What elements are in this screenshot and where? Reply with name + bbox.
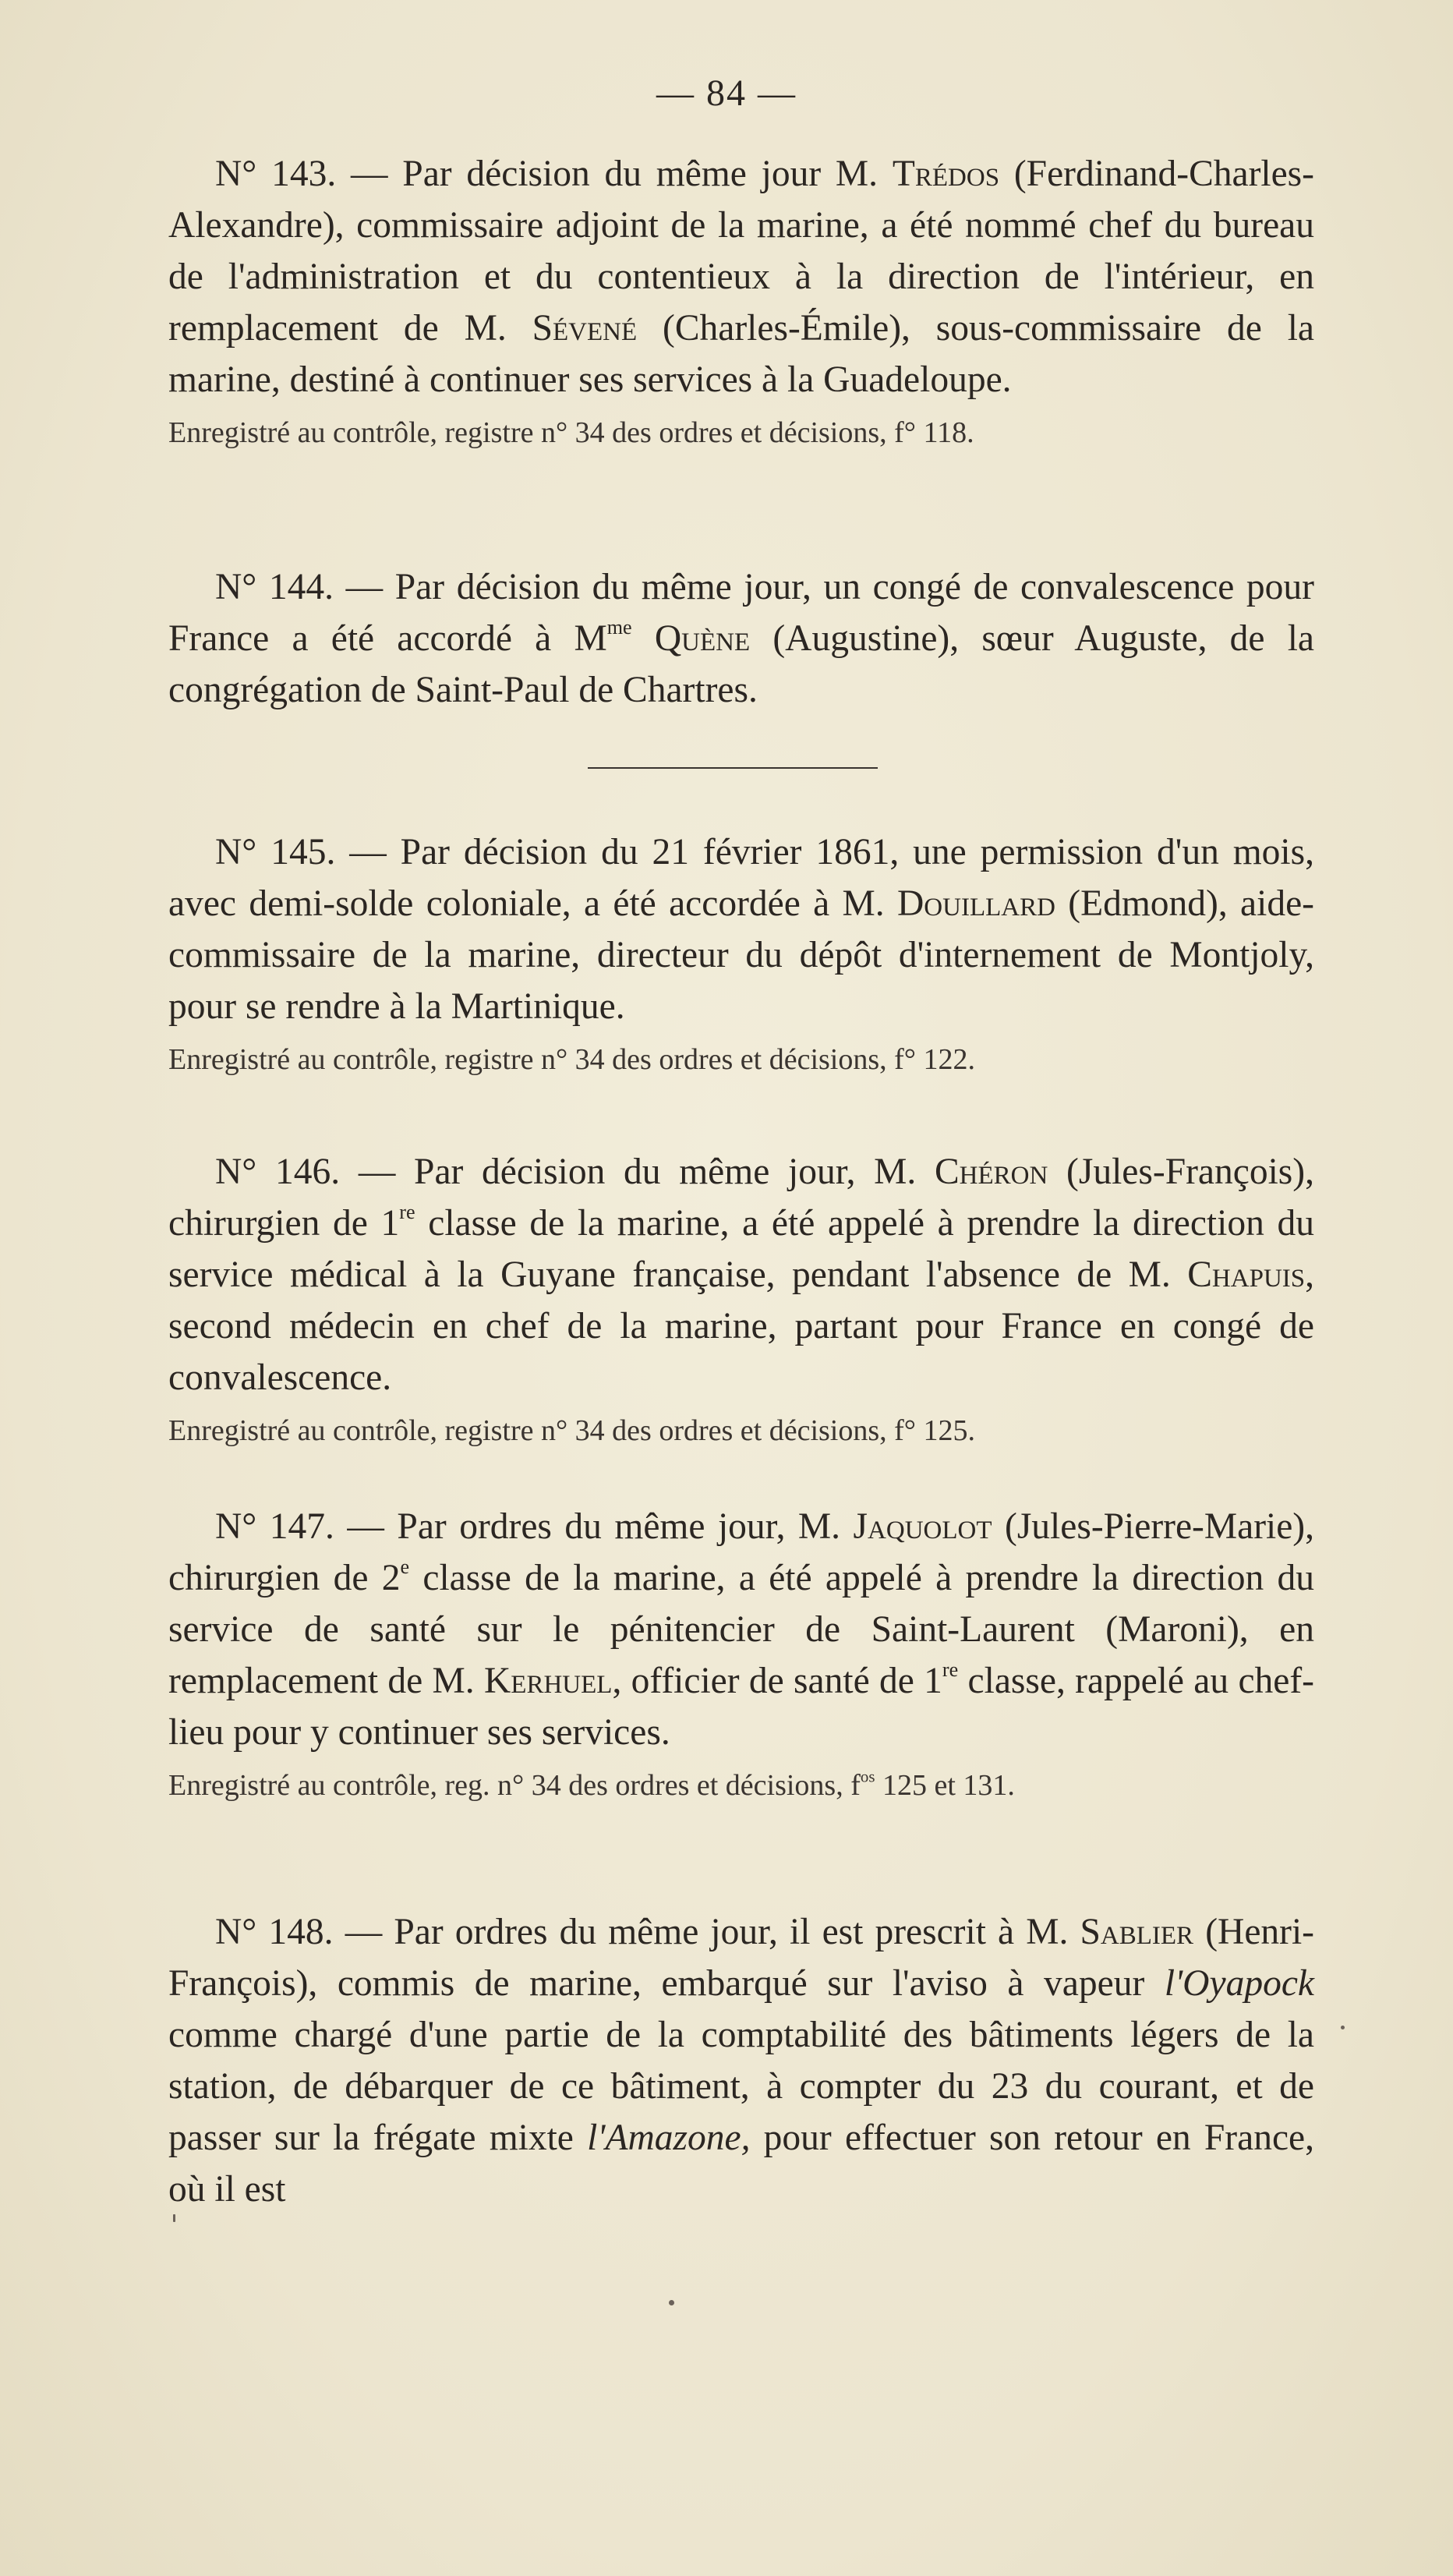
ship-name: l'Amazone, bbox=[587, 2118, 751, 2158]
entry-number: N° 145. bbox=[215, 832, 336, 872]
person-name: Chéron bbox=[935, 1152, 1048, 1192]
entry-143-text: N° 143. — Par décision du même jour M. Trédos (Ferdinand-Charles-Alexandre), commissaire adjoint de la marine, a été nommé chef du bureau de l'administration et du contentieux à la direction de l'intérieur, en remplacement de M. Sévené (Charles-Émile), sous-commissaire de la marine, destiné à continuer ses services à la Guadeloupe. bbox=[168, 154, 1314, 400]
person-name: Douillard bbox=[896, 883, 1055, 924]
person-name: Quène bbox=[654, 618, 751, 659]
registration-note: Enregistré au contrôle, registre n° 34 des ordres et décisions, f° 118. bbox=[168, 416, 974, 449]
ink-speck bbox=[173, 2214, 175, 2222]
person-name: Sablier bbox=[1080, 1912, 1194, 1952]
entry-number: N° 143. bbox=[215, 154, 337, 194]
registration-note: Enregistré au contrôle, registre n° 34 des ordres et décisions, f° 122. bbox=[168, 1043, 975, 1076]
entry-146 bbox=[168, 1146, 1314, 1450]
entry-148 bbox=[168, 1906, 1314, 2215]
ship-name: l'Oyapock bbox=[1164, 1963, 1314, 2004]
entry-145-text: N° 145. — Par décision du 21 février 1861, une permission d'un mois, avec demi-solde coloniale, a été accordée à M. Douillard (Edmond), aide-commissaire de la marine, directeur du dépôt d'internement de Montjoly, pour se rendre à la Martinique. bbox=[168, 832, 1314, 1027]
entry-145 bbox=[168, 826, 1314, 1079]
person-name: Trédos bbox=[892, 154, 1000, 194]
page-number: — 84 — bbox=[656, 73, 797, 114]
person-name: Chapuis bbox=[1187, 1254, 1306, 1295]
entry-144 bbox=[168, 561, 1314, 716]
person-name: Sévené bbox=[532, 308, 638, 349]
entry-number: N° 146. bbox=[215, 1152, 341, 1192]
entry-148-text: N° 148. — Par ordres du même jour, il est prescrit à M. Sablier (Henri-François), commis de marine, embarqué sur l'aviso à vapeur l'Oyapock comme chargé d'une partie de la comptabilité des bâtiments légers de la station, de débarquer de ce bâtiment, à compter du 23 du courant, et de passer sur la frégate mixte l'Amazone, pour effectuer son retour en France, où il est bbox=[168, 1912, 1314, 2210]
entry-143 bbox=[168, 148, 1314, 452]
entry-number: N° 148. bbox=[215, 1912, 334, 1952]
ink-speck bbox=[1341, 2026, 1345, 2029]
entry-147 bbox=[168, 1501, 1314, 1805]
section-separator bbox=[588, 767, 878, 769]
entry-number: N° 144. bbox=[215, 567, 334, 607]
entry-144-text: N° 144. — Par décision du même jour, un congé de convalescence pour France a été accordé à $M^{me}$ Quène (Augustine), sœur Auguste, de la congrégation de Saint-Paul de Chartres. bbox=[168, 567, 1314, 710]
entry-147-text: N° 147. — Par ordres du même jour, M. Jaquolot (Jules-Pierre-Marie), chirurgien de 2e classe de la marine, a été appelé à prendre la direction du service de santé sur le pénitencier de Saint-Laurent (Maroni), en remplacement de M. Kerhuel, officier de santé de 1re classe, rappelé au chef-lieu pour y continuer ses services. bbox=[168, 1506, 1315, 1753]
ink-speck bbox=[669, 2300, 674, 2305]
entry-number: N° 147. bbox=[215, 1506, 334, 1547]
person-name: Kerhuel bbox=[483, 1661, 613, 1701]
registration-note: Enregistré au contrôle, reg. n° 34 des ordres et décisions, $f^{os}$ 125 et 131. bbox=[168, 1767, 1015, 1802]
entry-146-text: N° 146. — Par décision du même jour, M. Chéron (Jules-François), chirurgien de 1re classe de la marine, a été appelé à prendre la direction du service médical à la Guyane française, pendant l'absence de M. Chapuis, second médecin en chef de la marine, partant pour France en congé de convalescence. bbox=[168, 1152, 1314, 1398]
registration-note: Enregistré au contrôle, registre n° 34 des ordres et décisions, f° 125. bbox=[168, 1414, 975, 1447]
person-name: Jaquolot bbox=[853, 1506, 992, 1547]
